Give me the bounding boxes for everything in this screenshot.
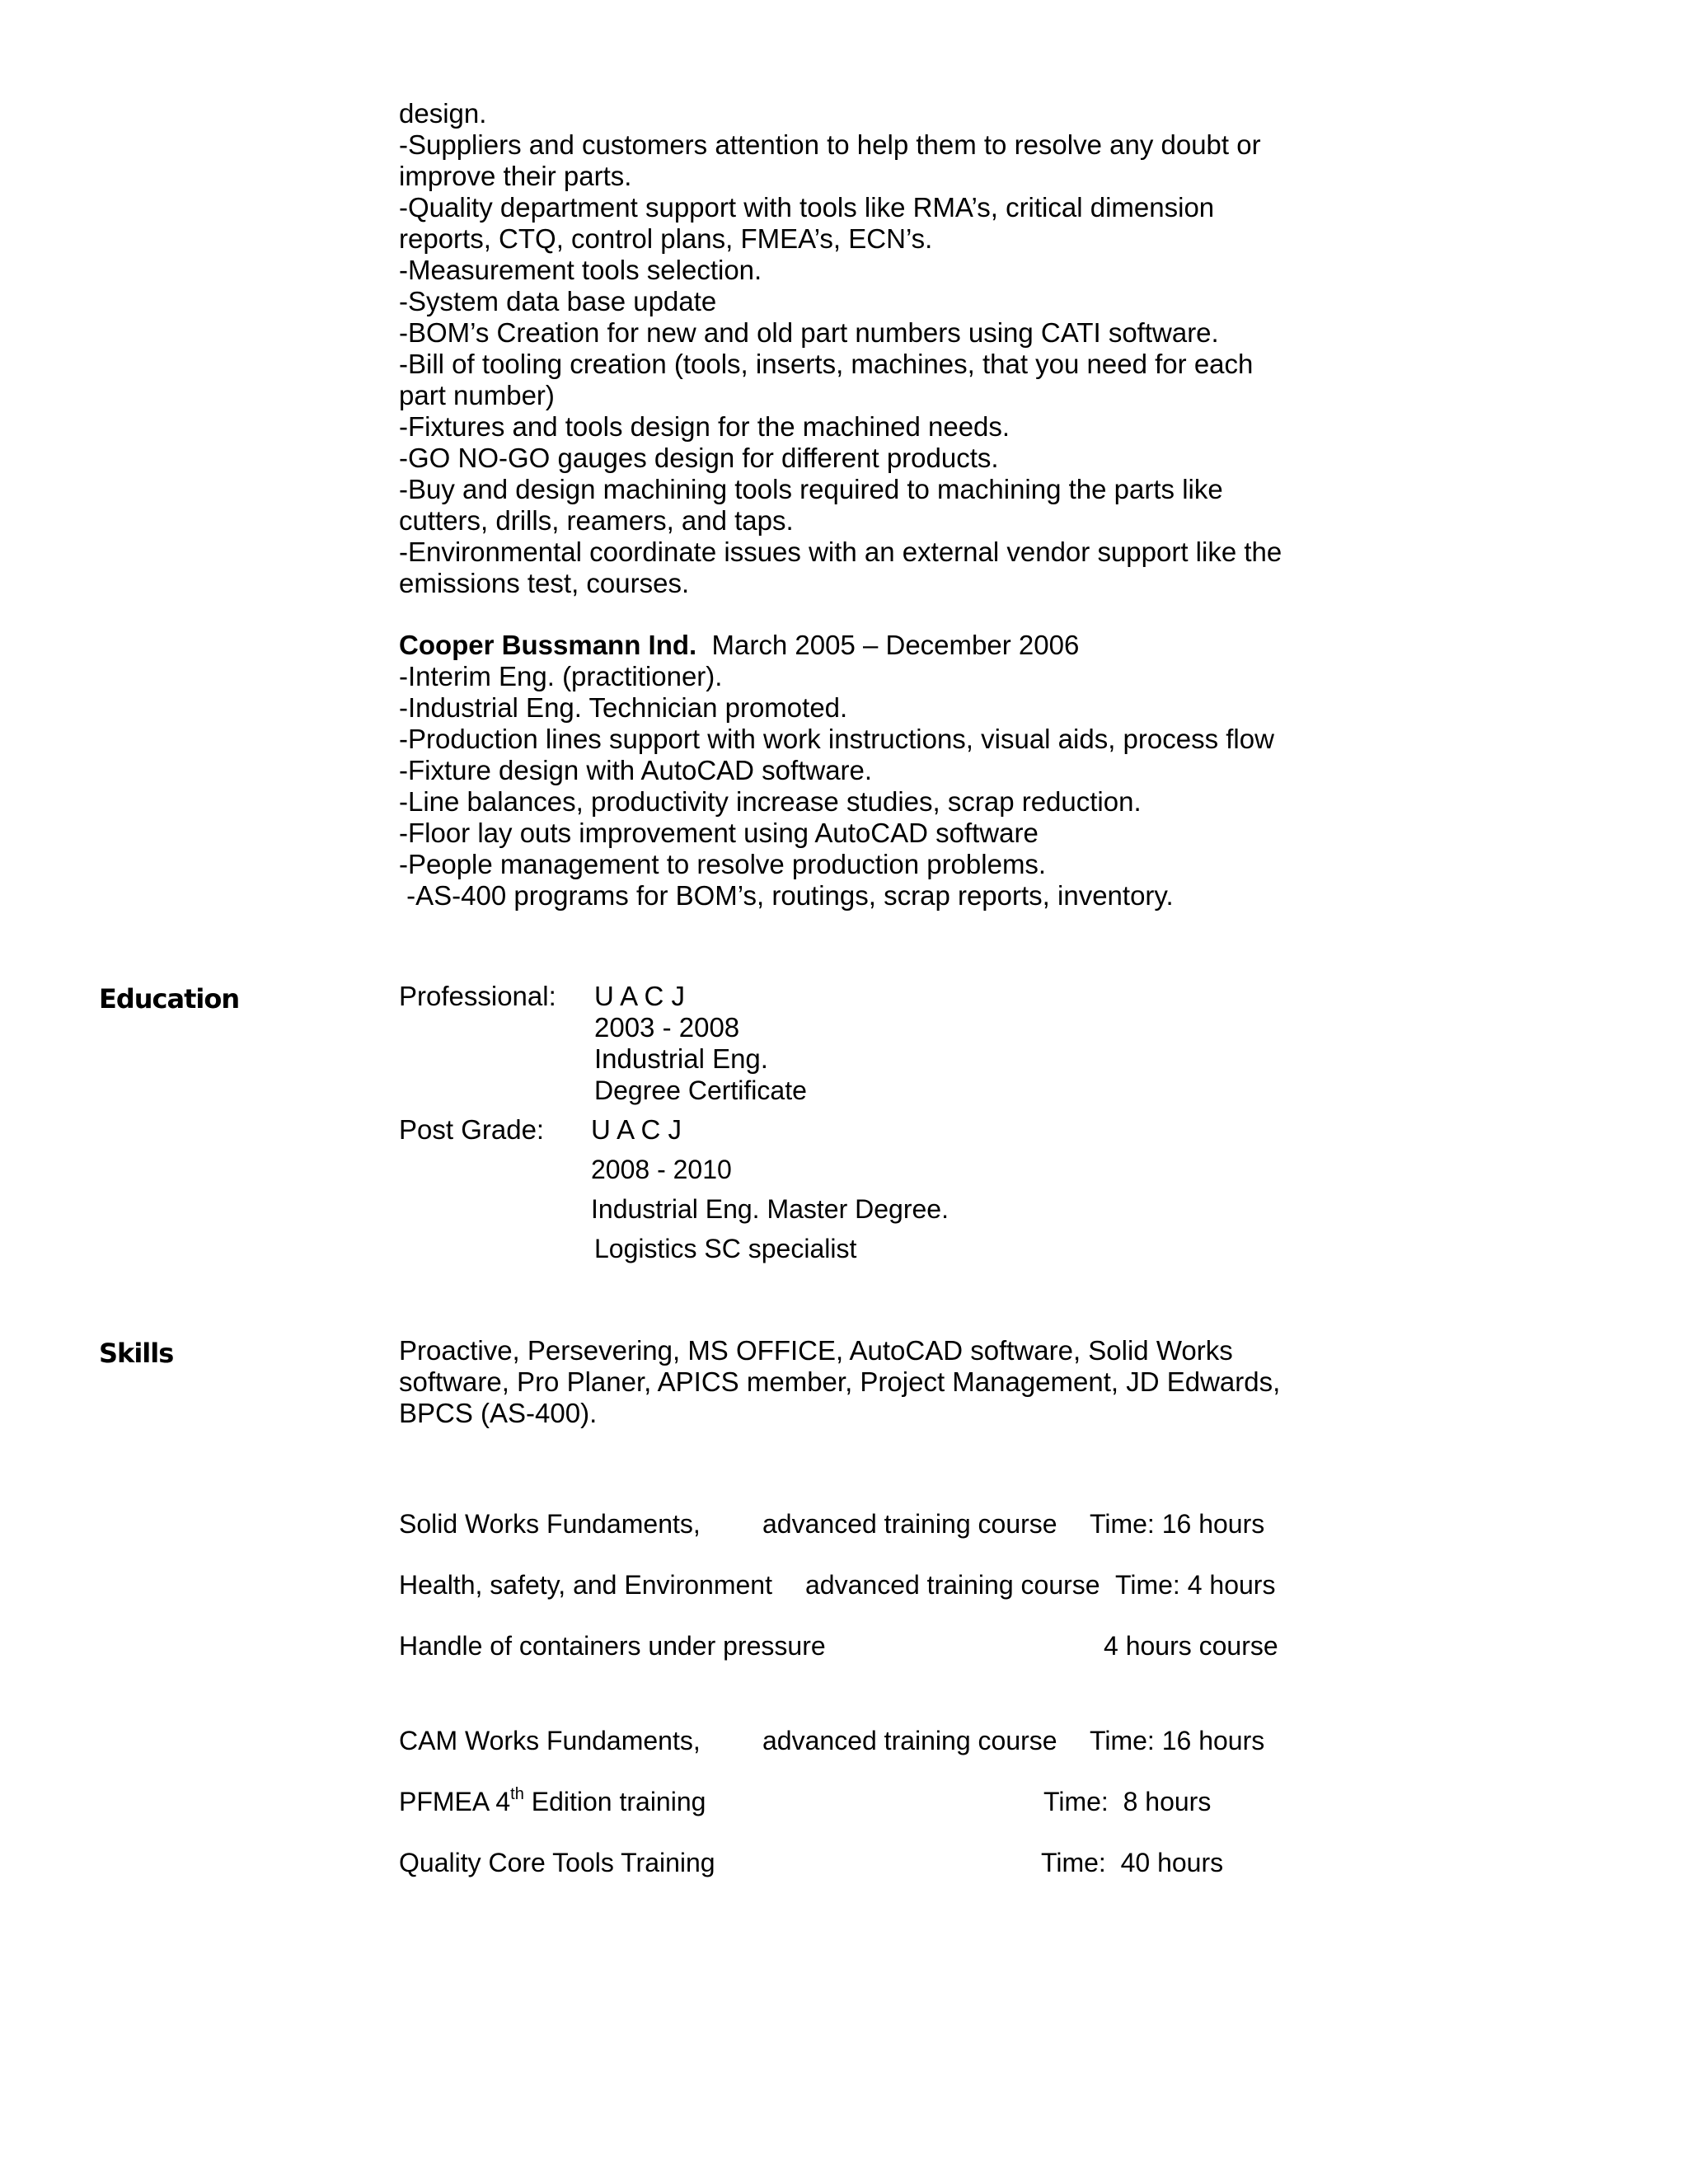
- training-time: 4 hours course: [1104, 1631, 1278, 1661]
- training-time: Time: 8 hours: [1043, 1787, 1212, 1816]
- education-heading: Education: [99, 983, 240, 1015]
- experience-line: design.: [399, 98, 487, 129]
- job-dates: March 2005 – December 2006: [711, 630, 1080, 660]
- experience-line: -Buy and design machining tools required to machining the parts like: [399, 474, 1223, 504]
- experience-line: -Environmental coordinate issues with an external vendor support like the: [399, 537, 1282, 567]
- postgrade-line: U A C J: [591, 1114, 682, 1145]
- training-type: advanced training course: [805, 1570, 1100, 1600]
- training-name-superscript: th: [510, 1785, 524, 1803]
- training-time: Time: 40 hours: [1041, 1848, 1224, 1877]
- job-line: -AS-400 programs for BOM’s, routings, scrap reports, inventory.: [399, 880, 1174, 911]
- experience-line: -Suppliers and customers attention to help them to resolve any doubt or: [399, 129, 1261, 160]
- training-name: Health, safety, and Environment: [399, 1570, 772, 1600]
- skills-line: software, Pro Planer, APICS member, Project Management, JD Edwards,: [399, 1366, 1281, 1397]
- job-line: -Line balances, productivity increase studies, scrap reduction.: [399, 786, 1142, 817]
- job-line: -People management to resolve production problems.: [399, 849, 1047, 879]
- postgrade-line: Logistics SC specialist: [594, 1234, 857, 1263]
- experience-line: part number): [399, 380, 555, 410]
- postgrade-line: Industrial Eng. Master Degree.: [591, 1194, 949, 1224]
- training-name: [399, 1786, 706, 1821]
- experience-line: -Measurement tools selection.: [399, 255, 762, 285]
- training-name: Quality Core Tools Training: [399, 1848, 715, 1877]
- experience-line: -GO NO-GO gauges design for different products.: [399, 443, 999, 473]
- company-name: Cooper Bussmann Ind.: [399, 630, 697, 660]
- experience-line: -Fixtures and tools design for the machined needs.: [399, 411, 1010, 442]
- job-line: -Floor lay outs improvement using AutoCAD software: [399, 818, 1039, 848]
- experience-line: emissions test, courses.: [399, 568, 690, 598]
- training-type: advanced training course: [762, 1509, 1057, 1539]
- experience-line: -System data base update: [399, 286, 717, 316]
- training-time: Time: 4 hours: [1115, 1570, 1276, 1600]
- postgrade-label: Post Grade:: [399, 1114, 545, 1145]
- professional-label: Professional:: [399, 981, 556, 1011]
- skills-line: Proactive, Persevering, MS OFFICE, AutoCAD software, Solid Works: [399, 1335, 1233, 1366]
- experience-line: -Bill of tooling creation (tools, inserts, machines, that you need for each: [399, 349, 1254, 379]
- job-line: -Industrial Eng. Technician promoted.: [399, 692, 848, 723]
- professional-line: U A C J: [594, 981, 686, 1011]
- postgrade-line: 2008 - 2010: [591, 1155, 732, 1184]
- job-line: -Interim Eng. (practitioner).: [399, 661, 723, 691]
- training-type: advanced training course: [762, 1726, 1057, 1755]
- job-line: -Fixture design with AutoCAD software.: [399, 755, 873, 785]
- professional-line: Degree Certificate: [594, 1076, 807, 1105]
- experience-line: improve their parts.: [399, 161, 632, 191]
- training-time: Time: 16 hours: [1090, 1509, 1265, 1539]
- training-name: Handle of containers under pressure: [399, 1631, 826, 1661]
- training-name-suffix: Edition training: [523, 1787, 706, 1816]
- experience-line: -Quality department support with tools like RMA’s, critical dimension: [399, 192, 1215, 223]
- training-name: Solid Works Fundaments,: [399, 1509, 701, 1539]
- experience-line: cutters, drills, reamers, and taps.: [399, 505, 794, 536]
- training-name-prefix: PFMEA 4: [399, 1787, 511, 1816]
- professional-line: Industrial Eng.: [594, 1043, 768, 1074]
- job-header: [399, 630, 1079, 661]
- skills-line: BPCS (AS-400).: [399, 1398, 598, 1428]
- experience-line: -BOM’s Creation for new and old part numbers using CATI software.: [399, 317, 1219, 348]
- training-time: Time: 16 hours: [1090, 1726, 1265, 1755]
- training-name: CAM Works Fundaments,: [399, 1726, 701, 1755]
- experience-line: reports, CTQ, control plans, FMEA’s, ECN’s.: [399, 223, 933, 254]
- skills-heading: Skills: [99, 1338, 174, 1369]
- professional-line: 2003 - 2008: [594, 1012, 740, 1043]
- job-line: -Production lines support with work instructions, visual aids, process flow: [399, 724, 1274, 754]
